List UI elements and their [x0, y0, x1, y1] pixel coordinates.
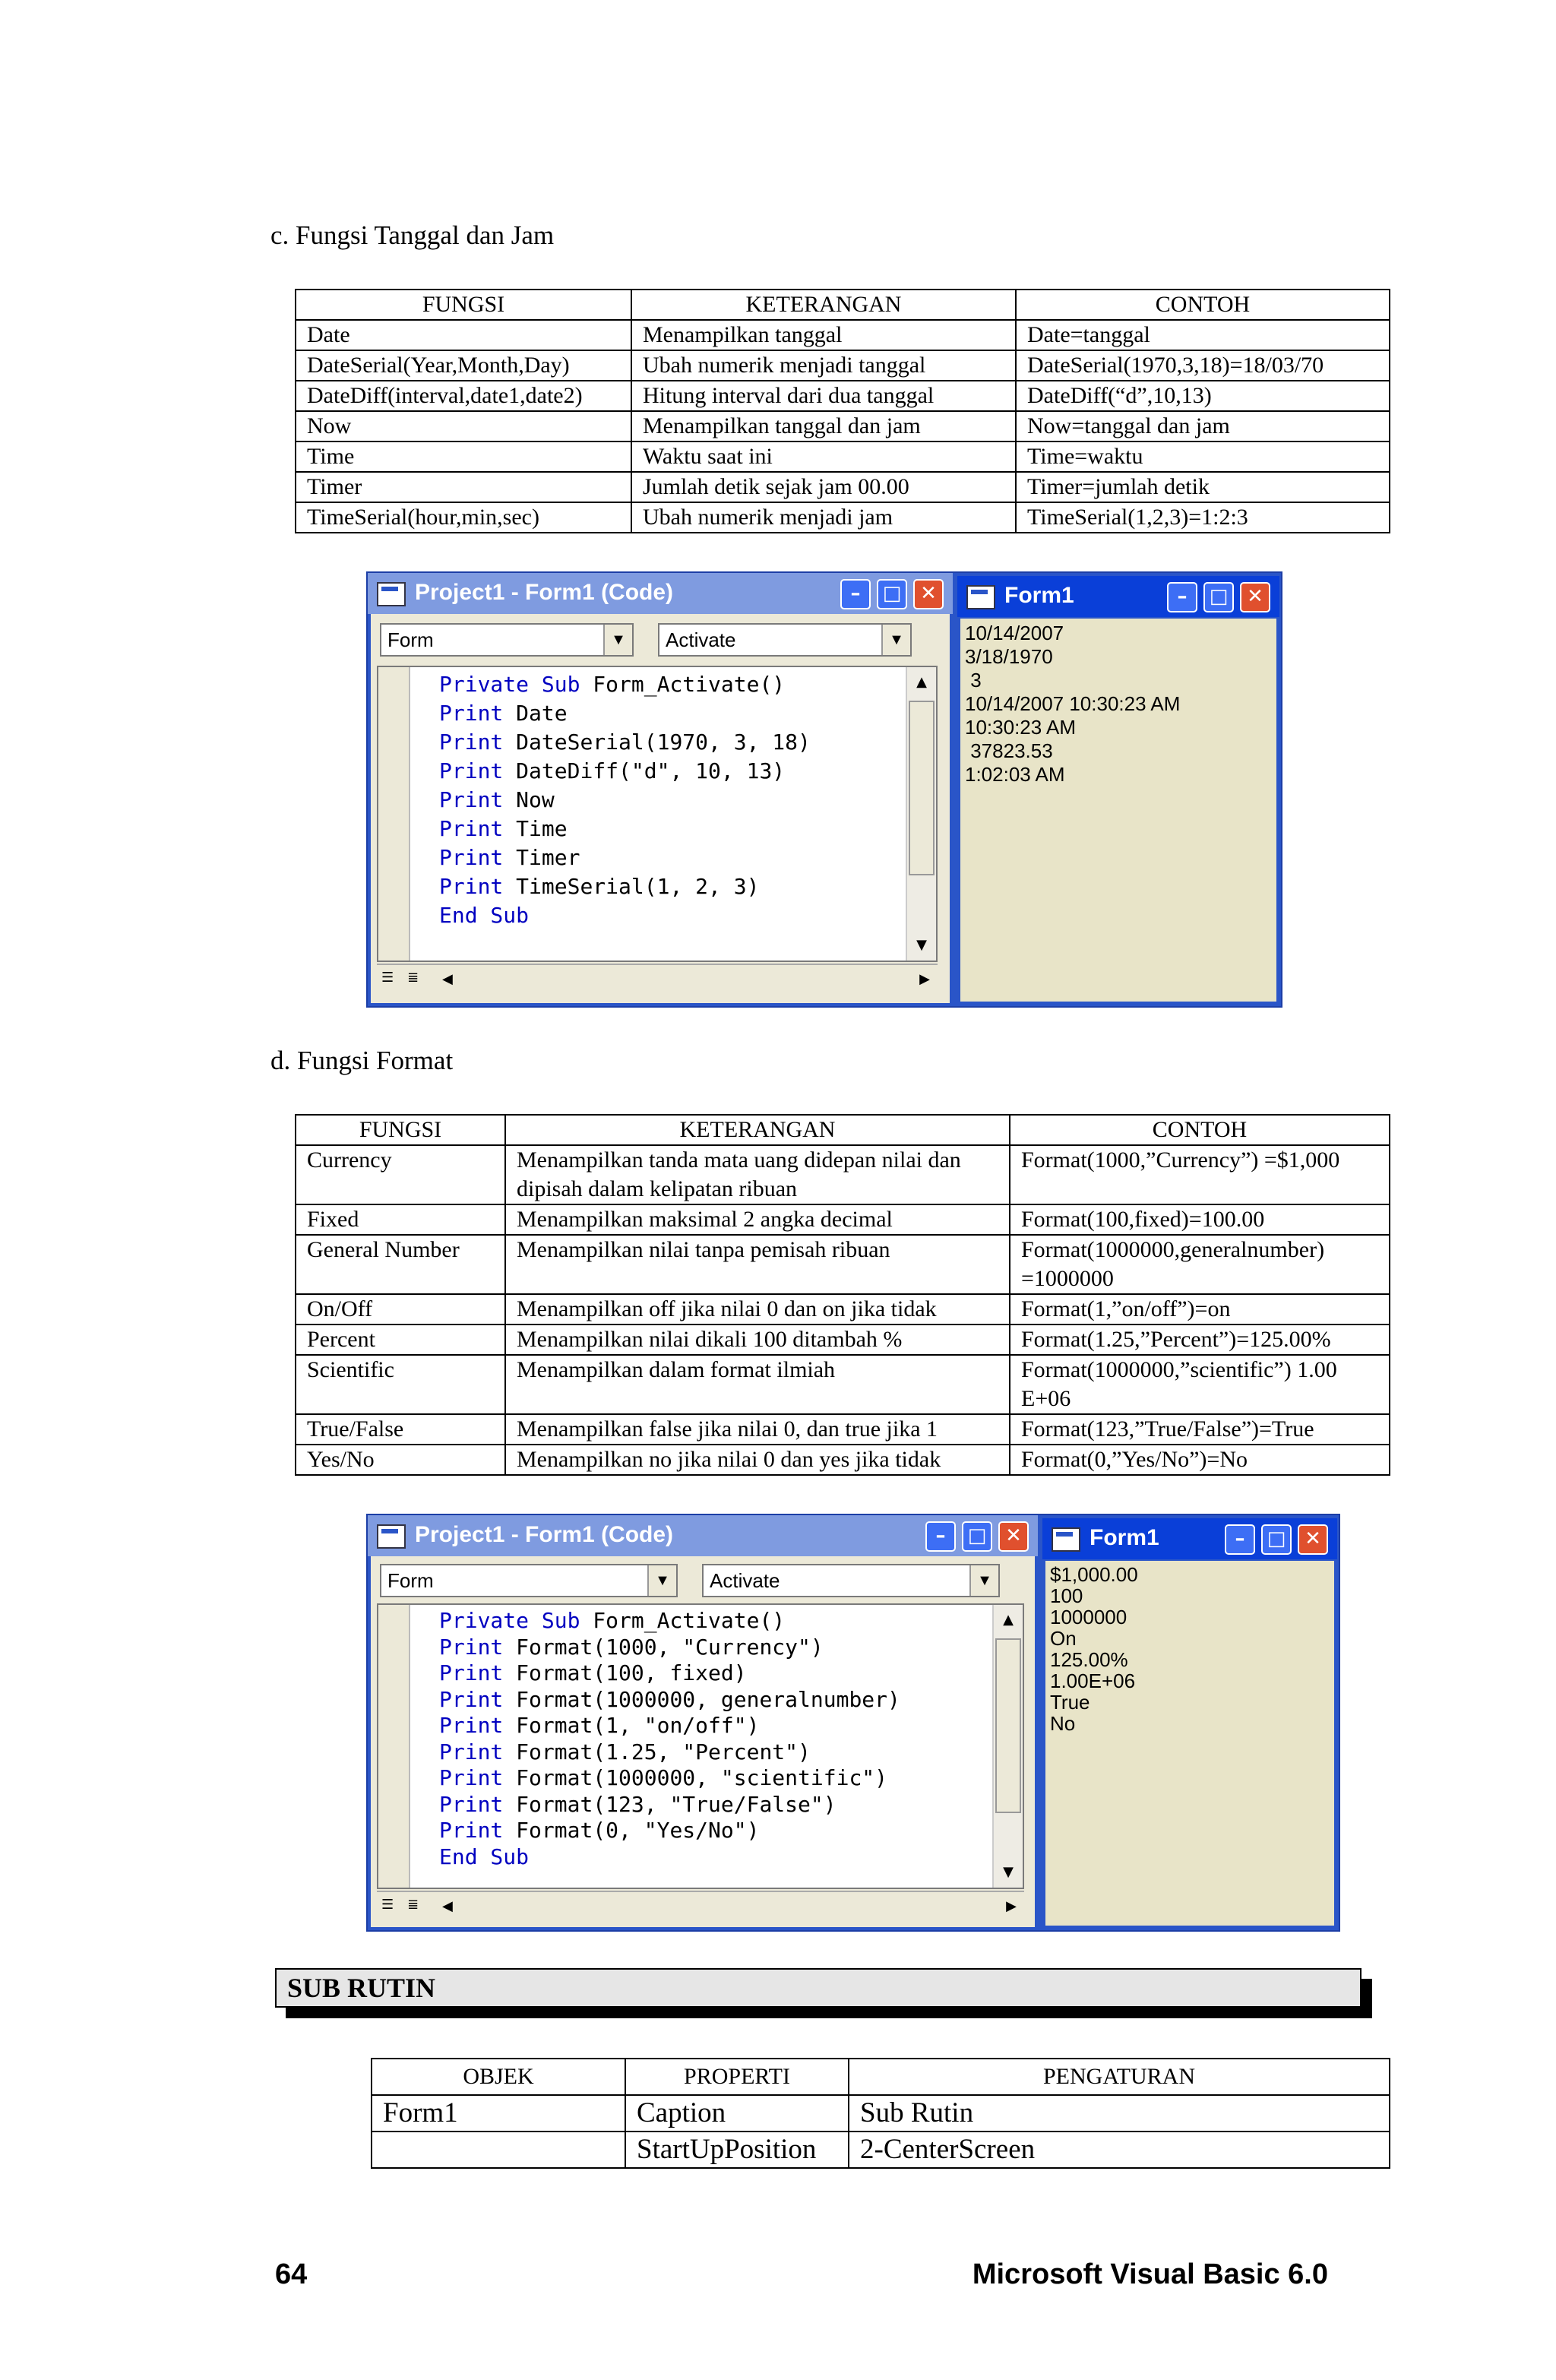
code-keyword: Print	[439, 816, 504, 841]
table-cell: Menampilkan off jika nilai 0 dan on jika tidak	[505, 1294, 1010, 1325]
minimize-icon[interactable]: –	[840, 579, 871, 609]
code-line	[439, 1687, 900, 1714]
form-window-titlebar	[957, 576, 1279, 617]
table-cell: Hitung interval dari dua tanggal	[631, 381, 1016, 411]
code-line	[439, 1713, 900, 1739]
code-keyword: Print	[439, 1686, 504, 1712]
code-line	[439, 815, 811, 843]
code-window-titlebar	[368, 573, 953, 614]
code-window-icon	[377, 582, 406, 606]
table-cell: Menampilkan tanggal dan jam	[631, 411, 1016, 442]
minimize-icon[interactable]: –	[1167, 582, 1197, 612]
scroll-right-icon[interactable]: ▶	[919, 971, 930, 987]
table-cell: Ubah numerik menjadi jam	[631, 502, 1016, 533]
code-line	[439, 1635, 900, 1661]
form-output: $1,000.00 100 1000000 On 125.00% 1.00E+06 True No	[1050, 1563, 1138, 1735]
column-header: OBJEK	[372, 2059, 625, 2095]
maximize-icon[interactable]: □	[877, 579, 907, 609]
code-keyword: Print	[439, 701, 504, 726]
scroll-left-icon[interactable]: ◀	[442, 971, 453, 987]
code-expression: TimeSerial(1, 2, 3)	[503, 874, 760, 899]
code-expression: Format(123, "True/False")	[503, 1791, 837, 1817]
code-expression: Now	[503, 787, 555, 812]
scroll-thumb[interactable]	[909, 701, 935, 875]
code-margin	[378, 1605, 410, 1888]
table-row	[296, 1445, 1390, 1475]
code-keyword: End Sub	[439, 1844, 530, 1869]
page-number: 64	[275, 2258, 308, 2290]
maximize-icon[interactable]: □	[1261, 1524, 1292, 1555]
chevron-down-icon[interactable]: ▼	[881, 625, 910, 655]
table-row	[296, 381, 1390, 411]
table-cell: Menampilkan tanda mata uang didepan nilai dan dipisah dalam kelipatan ribuan	[505, 1145, 1010, 1204]
close-icon[interactable]: ✕	[1298, 1524, 1328, 1555]
vertical-scrollbar[interactable]	[992, 1605, 1023, 1888]
code-keyword: Print	[439, 874, 504, 899]
code-keyword: Print	[439, 1791, 504, 1817]
table-cell	[372, 2132, 625, 2168]
table-cell: Timer=jumlah detik	[1016, 472, 1390, 502]
object-combo-value: Form	[387, 628, 434, 651]
object-combo[interactable]	[380, 623, 634, 657]
maximize-icon[interactable]: □	[1203, 582, 1234, 612]
table-header-row	[296, 1115, 1390, 1145]
table-row	[296, 1235, 1390, 1294]
table-row	[296, 1145, 1390, 1204]
code-line	[439, 843, 811, 872]
scroll-up-icon[interactable]: ▲	[1003, 1612, 1014, 1628]
close-icon[interactable]: ✕	[998, 1521, 1029, 1552]
form-window-titlebar	[1042, 1518, 1337, 1559]
horizontal-scrollbar[interactable]	[377, 1891, 1024, 1921]
code-expression: Form_Activate()	[580, 1608, 786, 1633]
code-expression: DateDiff("d", 10, 13)	[503, 758, 786, 783]
minimize-icon[interactable]: –	[925, 1521, 956, 1552]
table-row	[296, 1414, 1390, 1445]
table-cell: DateSerial(Year,Month,Day)	[296, 350, 631, 381]
column-header: PENGATURAN	[849, 2059, 1390, 2095]
code-line	[439, 1818, 900, 1844]
close-icon[interactable]: ✕	[1240, 582, 1270, 612]
table-row	[296, 472, 1390, 502]
book-title: Microsoft Visual Basic 6.0	[972, 2258, 1328, 2290]
table-cell: Format(1.25,”Percent”)=125.00%	[1010, 1325, 1390, 1355]
vb-ide-screenshot-date	[366, 571, 1282, 1008]
table-cell: Caption	[625, 2095, 849, 2132]
scroll-thumb[interactable]	[995, 1638, 1021, 1813]
column-header: KETERANGAN	[631, 290, 1016, 320]
code-line	[439, 1660, 900, 1687]
table-cell: Format(1000,”Currency”) =$1,000	[1010, 1145, 1390, 1204]
code-expression: Time	[503, 816, 568, 841]
code-line	[439, 670, 811, 699]
code-margin	[378, 667, 410, 961]
procedure-combo-value: Activate	[666, 628, 736, 651]
table-cell: Format(100,fixed)=100.00	[1010, 1204, 1390, 1235]
minimize-icon[interactable]: –	[1225, 1524, 1255, 1555]
table-cell: Ubah numerik menjadi tanggal	[631, 350, 1016, 381]
code-expression: Format(1000000, generalnumber)	[503, 1686, 900, 1712]
code-expression: Format(1000000, "scientific")	[503, 1765, 888, 1790]
procedure-combo-value: Activate	[710, 1569, 780, 1592]
code-keyword: End Sub	[439, 903, 530, 928]
code-keyword: Print	[439, 1765, 504, 1790]
table-cell: Timer	[296, 472, 631, 502]
table-cell: Yes/No	[296, 1445, 505, 1475]
code-window-title: Project1 - Form1 (Code)	[415, 1522, 674, 1547]
table-row	[296, 1204, 1390, 1235]
form-window-title: Form1	[1004, 583, 1074, 608]
code-keyword: Print	[439, 1660, 504, 1685]
form-output: 10/14/2007 3/18/1970 3 10/14/2007 10:30:23 AM 10:30:23 AM 37823.53 1:02:03 AM	[965, 622, 1181, 786]
code-window-title: Project1 - Form1 (Code)	[415, 580, 674, 605]
table-cell: Menampilkan false jika nilai 0, dan true jika 1	[505, 1414, 1010, 1445]
code-keyword: Print	[439, 1739, 504, 1764]
table-row	[296, 1355, 1390, 1414]
sub-rutin-properties-table	[371, 2058, 1390, 2169]
form-window-icon	[966, 585, 995, 609]
table-cell: On/Off	[296, 1294, 505, 1325]
format-functions-table	[295, 1114, 1390, 1476]
code-line	[439, 1844, 900, 1871]
table-row	[296, 350, 1390, 381]
code-keyword: Private Sub	[439, 1608, 580, 1633]
form-window-icon	[1052, 1527, 1080, 1552]
scroll-up-icon[interactable]: ▲	[916, 674, 927, 690]
table-row	[296, 1325, 1390, 1355]
table-cell: Time	[296, 442, 631, 472]
table-cell: Menampilkan tanggal	[631, 320, 1016, 350]
form-window	[957, 576, 1279, 1006]
date-time-functions-table	[295, 289, 1390, 533]
table-cell: Date	[296, 320, 631, 350]
table-row	[372, 2095, 1390, 2132]
code-window-titlebar	[368, 1515, 1038, 1556]
chevron-down-icon[interactable]: ▼	[647, 1565, 676, 1596]
table-cell: Format(123,”True/False”)=True	[1010, 1414, 1390, 1445]
table-cell: DateDiff(“d”,10,13)	[1016, 381, 1390, 411]
table-cell: Form1	[372, 2095, 625, 2132]
table-cell: Scientific	[296, 1355, 505, 1414]
scroll-down-icon[interactable]: ▼	[1003, 1864, 1014, 1880]
table-cell: Menampilkan maksimal 2 angka decimal	[505, 1204, 1010, 1235]
code-window-icon	[377, 1524, 406, 1549]
procedure-combo[interactable]	[702, 1564, 1000, 1597]
code-expression: Format(1, "on/off")	[503, 1713, 760, 1738]
table-row	[372, 2132, 1390, 2168]
table-cell: TimeSerial(hour,min,sec)	[296, 502, 631, 533]
table-cell: Time=waktu	[1016, 442, 1390, 472]
table-cell: Date=tanggal	[1016, 320, 1390, 350]
table-cell: DateDiff(interval,date1,date2)	[296, 381, 631, 411]
column-header: FUNGSI	[296, 290, 631, 320]
code-line	[439, 728, 811, 757]
code-line	[439, 872, 811, 901]
scroll-right-icon[interactable]: ▶	[1006, 1898, 1017, 1914]
horizontal-scrollbar[interactable]	[377, 964, 938, 994]
code-expression: Format(100, fixed)	[503, 1660, 747, 1685]
table-cell: TimeSerial(1,2,3)=1:2:3	[1016, 502, 1390, 533]
maximize-icon[interactable]: □	[962, 1521, 992, 1552]
object-combo[interactable]	[380, 1564, 678, 1597]
code-keyword: Print	[439, 758, 504, 783]
code-line	[439, 757, 811, 786]
code-line	[439, 1739, 900, 1766]
code-keyword: Print	[439, 787, 504, 812]
code-expression: DateSerial(1970, 3, 18)	[503, 730, 811, 755]
column-header: KETERANGAN	[505, 1115, 1010, 1145]
section-d-heading: d. Fungsi Format	[270, 1046, 454, 1075]
table-cell: 2-CenterScreen	[849, 2132, 1390, 2168]
code-keyword: Print	[439, 1634, 504, 1660]
table-cell: StartUpPosition	[625, 2132, 849, 2168]
code-window	[368, 1515, 1038, 1930]
code-line	[439, 1608, 900, 1635]
code-keyword: Print	[439, 730, 504, 755]
table-cell: Now	[296, 411, 631, 442]
column-header: PROPERTI	[625, 2059, 849, 2095]
scroll-left-icon[interactable]: ◀	[442, 1898, 453, 1914]
table-cell: Format(1,”on/off”)=on	[1010, 1294, 1390, 1325]
form-client-area	[960, 619, 1276, 1002]
full-module-view-icon[interactable]: ≣	[407, 1897, 419, 1913]
code-editor[interactable]	[377, 666, 938, 962]
code-text	[439, 670, 811, 930]
code-keyword: Private Sub	[439, 672, 580, 697]
code-line	[439, 786, 811, 815]
code-expression: Format(0, "Yes/No")	[503, 1818, 760, 1843]
code-line	[439, 699, 811, 728]
vertical-scrollbar[interactable]	[906, 667, 936, 961]
table-cell: General Number	[296, 1235, 505, 1294]
table-row	[296, 320, 1390, 350]
table-row	[296, 502, 1390, 533]
code-keyword: Print	[439, 1713, 504, 1738]
table-cell: Format(0,”Yes/No”)=No	[1010, 1445, 1390, 1475]
table-cell: Now=tanggal dan jam	[1016, 411, 1390, 442]
table-cell: True/False	[296, 1414, 505, 1445]
code-window	[368, 573, 953, 1006]
table-cell: Sub Rutin	[849, 2095, 1390, 2132]
code-line	[439, 901, 811, 930]
code-keyword: Print	[439, 845, 504, 870]
table-cell: Menampilkan nilai dikali 100 ditambah %	[505, 1325, 1010, 1355]
code-expression: Timer	[503, 845, 580, 870]
code-text	[439, 1608, 900, 1870]
procedure-combo[interactable]	[658, 623, 912, 657]
table-cell: Waktu saat ini	[631, 442, 1016, 472]
procedure-view-icon[interactable]: ☰	[381, 1897, 394, 1913]
table-cell: Jumlah detik sejak jam 00.00	[631, 472, 1016, 502]
section-c-heading: c. Fungsi Tanggal dan Jam	[270, 220, 555, 250]
table-cell: Format(1000000,”scientific”) 1.00 E+06	[1010, 1355, 1390, 1414]
code-expression: Format(1000, "Currency")	[503, 1634, 824, 1660]
table-cell: DateSerial(1970,3,18)=18/03/70	[1016, 350, 1390, 381]
object-combo-value: Form	[387, 1569, 434, 1592]
table-row	[296, 1294, 1390, 1325]
table-cell: Menampilkan dalam format ilmiah	[505, 1355, 1010, 1414]
column-header: FUNGSI	[296, 1115, 505, 1145]
procedure-view-icon[interactable]: ☰	[381, 970, 394, 986]
form-window	[1042, 1518, 1337, 1930]
table-cell: Menampilkan no jika nilai 0 dan yes jika tidak	[505, 1445, 1010, 1475]
code-expression: Form_Activate()	[580, 672, 786, 697]
column-header: CONTOH	[1010, 1115, 1390, 1145]
table-row	[296, 442, 1390, 472]
column-header: CONTOH	[1016, 290, 1390, 320]
table-cell: Fixed	[296, 1204, 505, 1235]
table-header-row	[296, 290, 1390, 320]
code-expression: Date	[503, 701, 568, 726]
code-line	[439, 1765, 900, 1792]
chevron-down-icon[interactable]: ▼	[969, 1565, 998, 1596]
vb-ide-screenshot-format	[366, 1514, 1340, 1932]
table-cell: Format(1000000,generalnumber) =1000000	[1010, 1235, 1390, 1294]
scroll-down-icon[interactable]: ▼	[916, 937, 927, 953]
form-client-area	[1045, 1561, 1334, 1926]
code-expression: Format(1.25, "Percent")	[503, 1739, 811, 1764]
chevron-down-icon[interactable]: ▼	[603, 625, 632, 655]
code-editor[interactable]	[377, 1603, 1024, 1889]
table-cell: Percent	[296, 1325, 505, 1355]
full-module-view-icon[interactable]: ≣	[407, 970, 419, 986]
table-cell: Menampilkan nilai tanpa pemisah ribuan	[505, 1235, 1010, 1294]
table-cell: Currency	[296, 1145, 505, 1204]
code-line	[439, 1792, 900, 1818]
table-row	[296, 411, 1390, 442]
form-window-title: Form1	[1090, 1525, 1159, 1550]
close-icon[interactable]: ✕	[913, 579, 944, 609]
table-header-row	[372, 2059, 1390, 2095]
code-keyword: Print	[439, 1818, 504, 1843]
sub-rutin-banner: SUB RUTIN	[275, 1968, 1362, 2008]
